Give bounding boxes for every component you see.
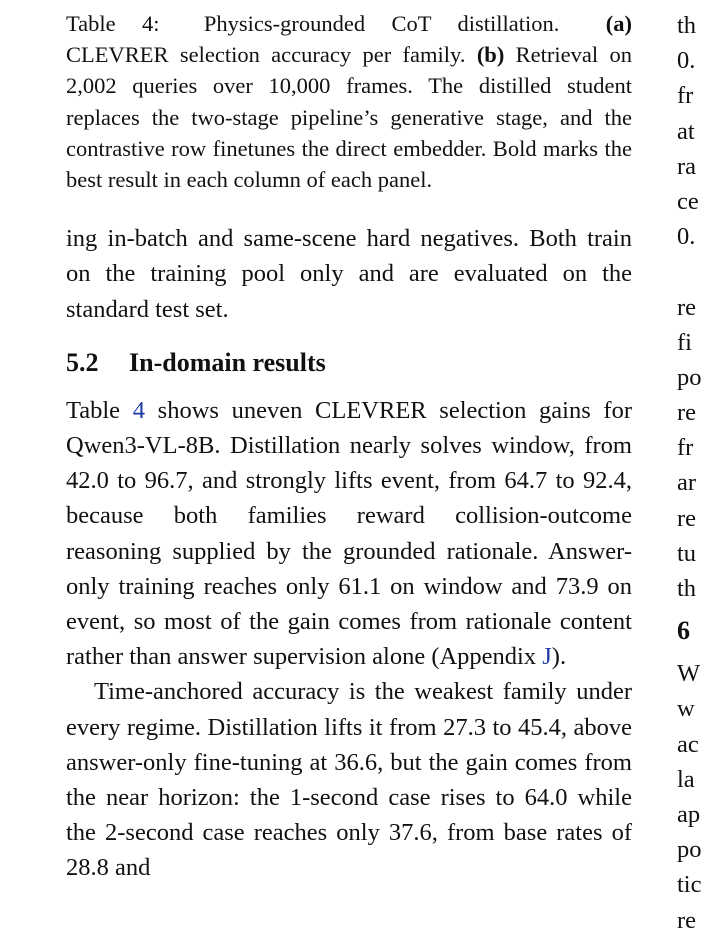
paragraph-lead: Table: [66, 396, 121, 424]
paragraph-main-text: shows uneven CLEVRER selection gains for Qwen3-VL-8B. Distillation nearly solves window, from 42.0 to 96.7, and strongly lifts event, from 64.7 to 92.4, because both families reward collision-outcome reasoning supplied by the grounded rationale. Answer-only training reaches only 61.1 on window and 73.9 on event, so most of the gain comes from rationale content rather than answer supervision alone (Appendix: [66, 396, 632, 671]
right-line: re: [677, 906, 697, 934]
table-caption: [66, 8, 632, 195]
right-line: at: [677, 117, 695, 145]
right-section-number: 6: [677, 616, 690, 646]
right-line: fr: [677, 434, 694, 462]
right-line: re: [677, 399, 697, 427]
section-title: In-domain results: [129, 347, 326, 377]
right-gap: [677, 254, 717, 289]
right-line: ce: [677, 187, 699, 215]
paragraph-time-anchored: Time-anchored accuracy is the weakest family under every regime. Distillation lifts it from 27.3 to 45.4, above answer-only fine-tuning at 36.6, but the gain comes from the near horizon: the 1-second case rises to 64.0 while the 2-second case reaches only 37.6, from base rates of 28.8 and: [66, 678, 632, 882]
caption-title: Physics-grounded CoT distillation.: [203, 11, 560, 36]
caption-part-a-label: (a): [605, 11, 632, 36]
table-ref-link[interactable]: 4: [132, 396, 145, 424]
right-line: ra: [677, 152, 697, 180]
right-line: re: [677, 504, 697, 532]
paragraph-continuation: ing in-batch and same-scene hard negatives. Both train on the training pool only and are evaluated on the standard test set.: [66, 225, 632, 323]
section-heading: [66, 347, 632, 379]
right-column-fragment: [677, 8, 717, 938]
right-line: th: [677, 12, 697, 39]
right-line: fr: [677, 82, 694, 110]
paragraph-in-domain-results: [66, 393, 632, 675]
right-line: po: [677, 363, 702, 391]
right-line: ar: [677, 469, 697, 497]
right-line: tic: [677, 871, 702, 899]
appendix-ref-link[interactable]: J: [542, 643, 552, 671]
right-line: th: [677, 575, 697, 602]
right-line: ap: [677, 800, 701, 828]
right-line: tu: [677, 539, 697, 567]
right-line: W: [677, 660, 701, 688]
right-line: 0.: [677, 223, 696, 251]
right-line: po: [677, 836, 702, 864]
caption-part-a-text: CLEVRER selection accuracy per family.: [66, 42, 466, 68]
right-line: ac: [677, 730, 699, 758]
caption-part-b-text: Retrieval on 2,002 queries over 10,000 frames. The distilled student replaces the two-stage pipeline’s generative stage, and the contrastive row finetunes the direct embedder. Bold marks the best result in each column of each panel.: [66, 42, 632, 193]
right-line: 0.: [677, 47, 696, 75]
section-number: 5.2: [66, 347, 99, 377]
caption-part-b-label: (b): [476, 42, 505, 68]
right-line: re: [677, 293, 697, 321]
right-line: la: [677, 765, 695, 793]
main-column: [66, 8, 632, 886]
right-line: fi: [677, 328, 692, 356]
paragraph-end: ).: [551, 643, 567, 671]
caption-label: Table 4:: [66, 11, 160, 36]
right-line: w: [677, 695, 695, 723]
